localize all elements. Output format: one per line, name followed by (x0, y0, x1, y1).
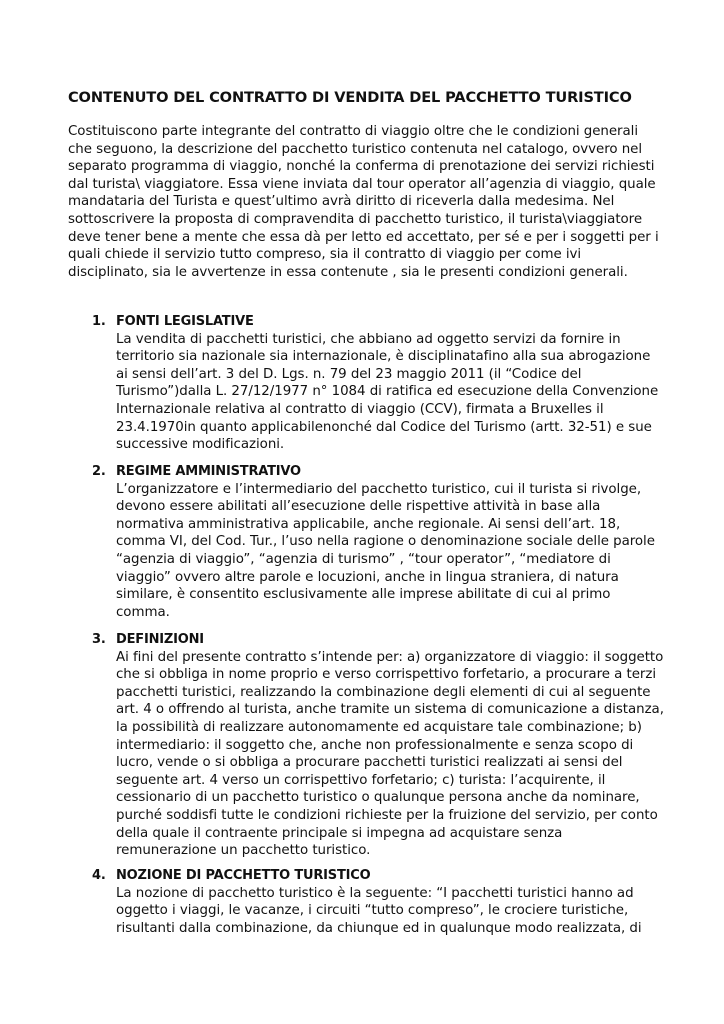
section-nozione-pacchetto-turistico (92, 867, 664, 937)
section-number: 1. (92, 314, 106, 329)
section-body: La vendita di pacchetti turistici, che abbiano ad oggetto servizi da fornire in territorio sia nazionale sia internazionale, è disciplinatafino alla sua abrogazione ai sensi dell’art. 3 del D. Lgs. n. 79 del 23 maggio 2011 (il “Codice del Turismo”)dalla L. 27/12/1977 n° 1084 di ratifica ed esecuzione della Convenzione Internazionale relativa al contratto di viaggio (CCV), firmata a Bruxelles il 23.4.1970in quanto applicabilenonché dal Codice del Turismo (artt. 32-51) e sue successive modificazioni. (116, 331, 659, 453)
section-fonti-legislative (92, 313, 664, 454)
intro-paragraph: Costituiscono parte integrante del contratto di viaggio oltre che le condizioni generali che seguono, la descrizione del pacchetto turistico contenuta nel catalogo, ovvero nel separato programma di viaggio, nonché la conferma di prenotazione dei servizi richiesti dal turista\ viaggiatore. Essa viene inviata dal tour operator all’agenzia di viaggio, quale mandataria del Turista e quest’ultimo avrà diritto di riceverla dalla medesima. Nel sottoscrivere la proposta di compravendita di pacchetto turistico, il turista\viaggiatore deve tener bene a mente che essa dà per letto ed accettato, per sé e per i soggetti per i quali chiede il servizio tutto compreso, sia il contratto di viaggio per come ivi disciplinato, sia le avvertenze in essa contenute , sia le presenti condizioni generali. (68, 124, 659, 280)
section-number: 3. (92, 632, 106, 647)
section-regime-amministrativo (92, 463, 664, 621)
section-heading (92, 463, 664, 481)
section-body: La nozione di pacchetto turistico è la seguente: “I pacchetti turistici hanno ad oggetto i viaggi, le vacanze, i circuiti “tutto compreso”, le crociere turistiche, risultanti dalla combinazione, da chiunque ed in qualunque modo realizzata, di (116, 885, 642, 936)
section-heading (92, 631, 664, 649)
section-title: REGIME AMMINISTRATIVO (116, 464, 301, 479)
section-number: 4. (92, 868, 106, 883)
section-body: L’organizzatore e l’intermediario del pacchetto turistico, cui il turista si rivolge, devono essere abilitati all’esecuzione delle rispettive attività in base alla normativa amministrativa applicabile, anche regionale. Ai sensi dell’art. 18, comma VI, del Cod. Tur., l’uso nella ragione o denominazione sociale delle parole “agenzia di viaggio”, “agenzia di turismo” , “tour operator”, “mediatore di viaggio” ovvero altre parole e locuzioni, anche in lingua straniera, di natura similare, è consentito esclusivamente alle imprese abilitate di cui al primo comma. (116, 481, 655, 620)
section-number: 2. (92, 464, 106, 479)
section-title: DEFINIZIONI (116, 632, 204, 647)
section-heading (92, 867, 664, 885)
section-title: FONTI LEGISLATIVE (116, 314, 254, 329)
section-heading (92, 313, 664, 331)
document-title: CONTENUTO DEL CONTRATTO DI VENDITA DEL PACCHETTO TURISTICO (68, 89, 632, 106)
section-body: Ai fini del presente contratto s’intende per: a) organizzatore di viaggio: il soggetto che si obbliga in nome proprio e verso corrispettivo forfetario, a procurare a terzi pacchetti turistici, realizzando la combinazione degli elementi di cui al seguente art. 4 o offrendo al turista, anche tramite un sistema di comunicazione a distanza, la possibilità di realizzare autonomamente ed acquistare tale combinazione; b) intermediario: il soggetto che, anche non professionalmente e senza scopo di lucro, vende o si obbliga a procurare pacchetti turistici realizzati ai sensi del seguente art. 4 verso un corrispettivo forfetario; c) turista: l’acquirente, il cessionario di un pacchetto turistico o qualunque persona anche da nominare, purché soddisfi tutte le condizioni richieste per la fruizione del servizio, per conto della quale il contraente principale si impegna ad acquistare senza remunerazione un pacchetto turistico. (116, 649, 664, 859)
section-definizioni (92, 631, 664, 860)
section-title: NOZIONE DI PACCHETTO TURISTICO (116, 868, 371, 883)
